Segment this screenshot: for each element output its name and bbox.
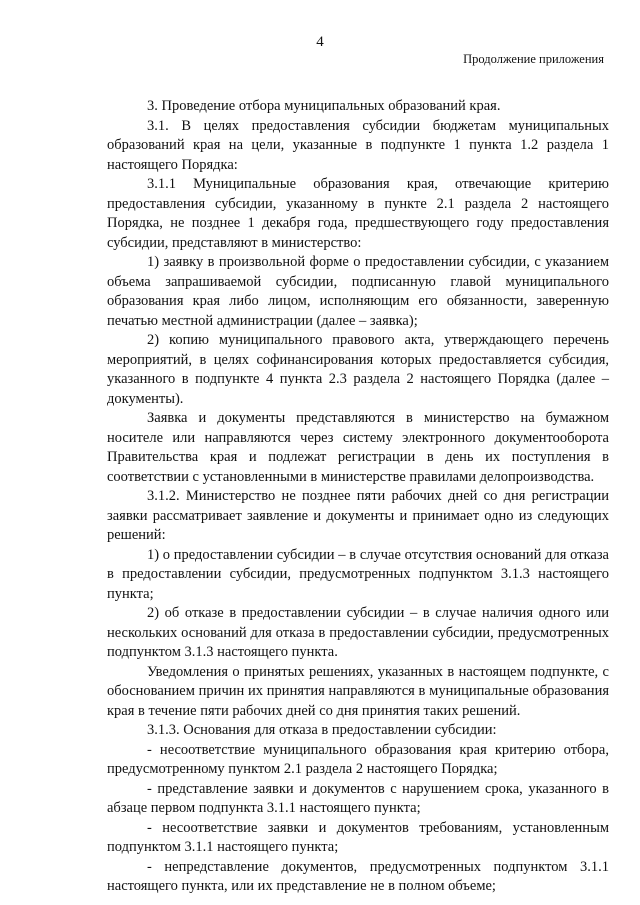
list-item: 1) о предоставлении субсидии – в случае отсутствия оснований для отказа в предоставлении субсидии, предусмотренных подпунктом 3.1.3 настоящего пункта; bbox=[107, 546, 609, 602]
paragraph: 3.1.1 Муниципальные образования края, отвечающие критерию предоставления субсидии, указанному в пункте 2.1 раздела 2 настоящего Порядка, не позднее 1 декабря года, предшествующего году предоставления субсидии, представляют в министерство: bbox=[107, 176, 609, 251]
paragraph: 3.1.3. Основания для отказа в предоставлении субсидии: bbox=[147, 722, 497, 738]
list-item: - непредставление документов, предусмотренных подпунктом 3.1.1 настоящего пункта, или их представление не в полном объеме; bbox=[107, 858, 609, 894]
list-item: 1) заявку в произвольной форме о предоставлении субсидии, с указанием объема запрашиваемой субсидии, подписанную главой муниципального образования края либо лицом, исполняющим его обязанности, заверенную печатью местной администрации (далее – заявка); bbox=[107, 254, 609, 329]
paragraph: Уведомления о принятых решениях, указанных в настоящем подпункте, с обоснованием причин их принятия направляются в муниципальные образования края в течение пяти рабочих дней со дня принятия таких решений. bbox=[107, 663, 609, 719]
appendix-note: Продолжение приложения bbox=[463, 52, 604, 66]
document-body bbox=[107, 97, 609, 897]
section-heading: 3. Проведение отбора муниципальных образований края. bbox=[147, 98, 501, 114]
list-item: - несоответствие муниципального образования края критерию отбора, предусмотренному пунктом 2.1 раздела 2 настоящего Порядка; bbox=[107, 741, 609, 777]
paragraph: Заявка и документы представляются в министерство на бумажном носителе или направляются через систему электронного документооборота Правительства края и подлежат регистрации в день их поступления в соответствии с установленными в министерстве правилами делопроизводства. bbox=[107, 410, 609, 485]
list-item: 2) об отказе в предоставлении субсидии – в случае наличия одного или нескольких оснований для отказа в предоставлении субсидии, предусмотренных подпунктом 3.1.3 настоящего пункта. bbox=[107, 605, 609, 660]
list-item: 2) копию муниципального правового акта, утверждающего перечень мероприятий, в целях софинансирования которых предоставляется субсидия, указанного в подпункте 4 пункта 2.3 раздела 2 настоящего Порядка (далее – документы). bbox=[107, 332, 609, 407]
list-item: - несоответствие заявки и документов требованиям, установленным подпунктом 3.1.1 настоящего пункта; bbox=[107, 819, 609, 855]
paragraph: 3.1. В целях предоставления субсидии бюджетам муниципальных образований края на цели, указанные в подпункте 1 пункта 1.2 раздела 1 настоящего Порядка: bbox=[107, 117, 609, 173]
page-number: 4 bbox=[316, 34, 324, 50]
paragraph: 3.1.2. Министерство не позднее пяти рабочих дней со дня регистрации заявки рассматривает заявление и документы и принимает одно из следующих решений: bbox=[107, 488, 609, 543]
list-item: - представление заявки и документов с нарушением срока, указанного в абзаце первом подпункта 3.1.1 настоящего пункта; bbox=[107, 780, 609, 816]
